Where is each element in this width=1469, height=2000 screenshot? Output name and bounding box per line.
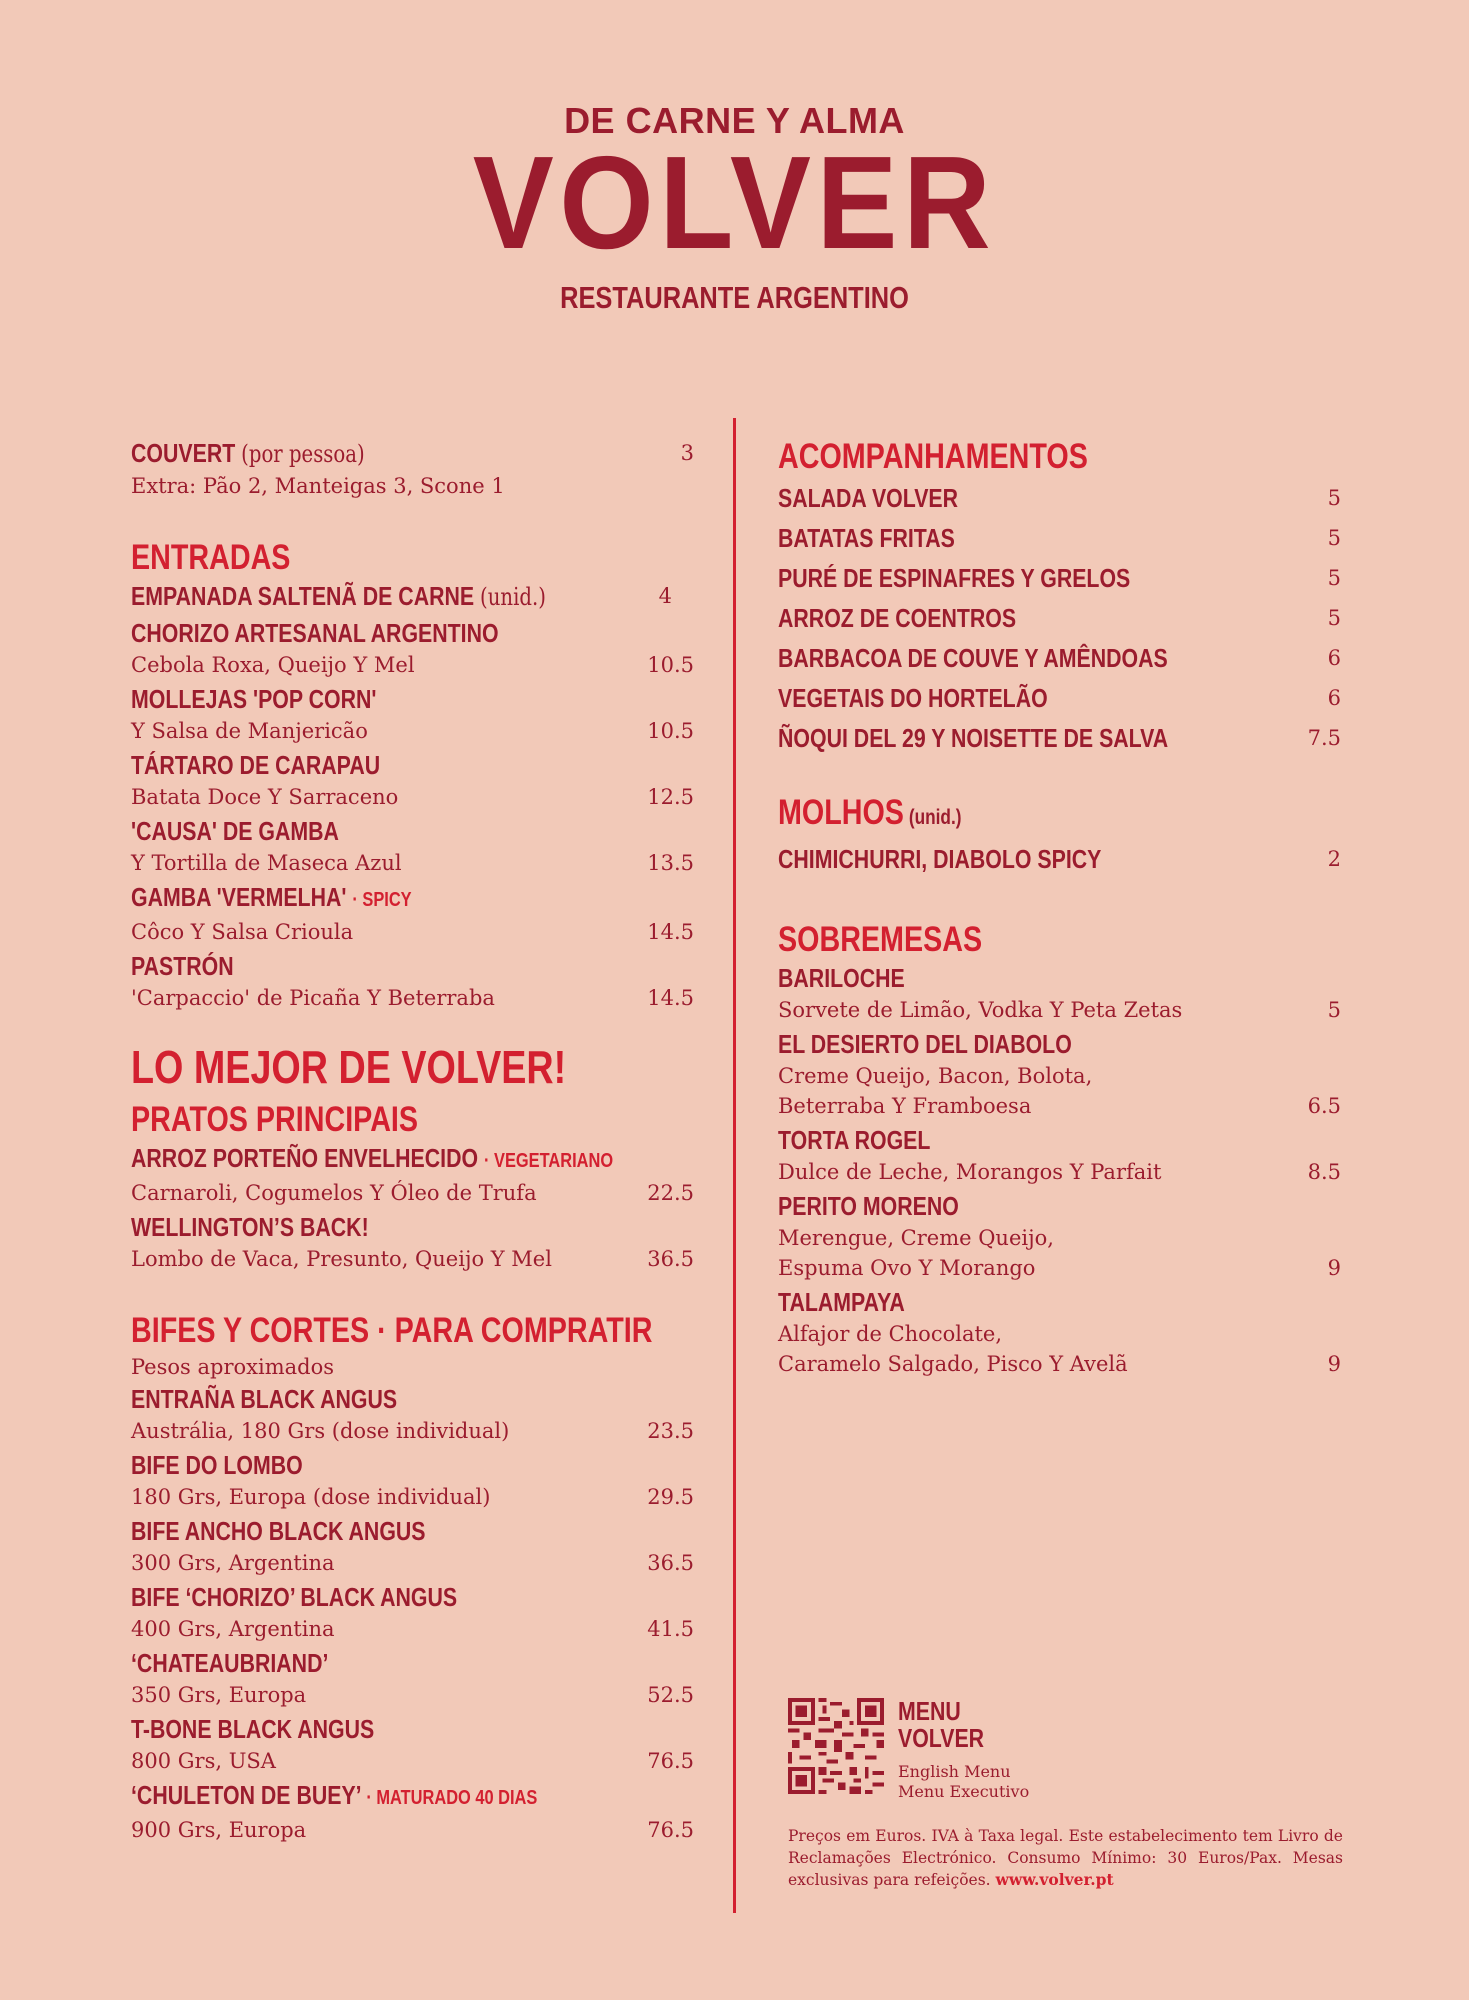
item-name: PASTRÓN: [131, 951, 234, 981]
item-name: ARROZ PORTEÑO ENVELHECIDO · VEGETARIANO: [131, 1143, 614, 1173]
right-column: [778, 436, 1341, 1379]
qr-text: [898, 1698, 1029, 1802]
item-price: 14.5: [647, 920, 694, 944]
menu-item: [131, 1646, 694, 1710]
molhos-note: (unid.): [908, 806, 962, 829]
legal-notice: [788, 1825, 1343, 1891]
item-price: 22.5: [647, 1181, 694, 1205]
item-price: 36.5: [647, 1247, 694, 1271]
item-name: VEGETAIS DO HORTELÃO: [778, 683, 1048, 713]
item-name: ‘CHATEAUBRIAND’: [131, 1648, 329, 1678]
menu-item: [131, 949, 694, 1013]
menu-item: [778, 1123, 1341, 1187]
menu-item: [778, 839, 1341, 879]
item-name: BIFE ANCHO BLACK ANGUS: [131, 1516, 426, 1546]
english-menu-link[interactable]: English Menu: [898, 1762, 1011, 1781]
item-description: 300 Grs, Argentina: [131, 1551, 335, 1575]
menu-item: [131, 1778, 694, 1845]
item-price: 29.5: [647, 1485, 694, 1509]
tagline: DE CARNE Y ALMA: [564, 100, 905, 141]
section-subtitle-pratos: PRATOS PRINCIPAIS: [131, 1100, 419, 1139]
menu-item: [778, 1027, 1341, 1121]
item-price: 5: [1327, 486, 1341, 510]
menu-item: [131, 748, 694, 812]
item-price: 14.5: [647, 986, 694, 1010]
item-price: 5: [1327, 606, 1341, 630]
item-name: T-BONE BLACK ANGUS: [131, 1714, 375, 1744]
column-divider: [733, 418, 736, 1913]
item-name: ENTRAÑA BLACK ANGUS: [131, 1384, 398, 1414]
left-column: [131, 436, 694, 1845]
item-price: 9: [1327, 1352, 1341, 1376]
item-description: Y Salsa de Manjericão: [131, 719, 368, 743]
couvert-item: [131, 436, 694, 501]
menu-executivo-link[interactable]: Menu Executivo: [898, 1782, 1030, 1801]
section-title-acompanhamentos: ACOMPANHAMENTOS: [778, 437, 1088, 476]
section-title-entradas: ENTRADAS: [131, 538, 291, 577]
item-description: 900 Grs, Europa: [131, 1818, 307, 1842]
item-description: Alfajor de Chocolate,: [778, 1322, 1003, 1346]
vegetarian-tag: · VEGETARIANO: [483, 1150, 614, 1172]
item-description: Espuma Ovo Y Morango: [778, 1256, 1036, 1280]
item-price: 3: [680, 441, 694, 465]
item-price: 5: [1327, 526, 1341, 550]
menu-item: [778, 518, 1341, 558]
item-description: Carnaroli, Cogumelos Y Óleo de Trufa: [131, 1181, 537, 1205]
qr-title-volver: VOLVER: [898, 1723, 985, 1753]
item-description: Batata Doce Y Sarraceno: [131, 785, 399, 809]
item-name: EL DESIERTO DEL DIABOLO: [778, 1029, 1072, 1059]
item-price: 6.5: [1307, 1094, 1341, 1118]
item-name: TALAMPAYA: [778, 1287, 905, 1317]
menu-item: [131, 1141, 694, 1208]
item-description: Cebola Roxa, Queijo Y Mel: [131, 653, 415, 677]
menu-item: [131, 579, 694, 614]
item-price: 2: [1327, 847, 1341, 871]
menu-item: [131, 1514, 694, 1578]
item-price: 9: [1327, 1256, 1341, 1280]
item-description: Côco Y Salsa Crioula: [131, 920, 354, 944]
volver-logo: VOLVER: [472, 129, 997, 276]
menu-item: [778, 678, 1341, 718]
item-name: COUVERT (por pessoa): [131, 438, 365, 468]
menu-item: [778, 638, 1341, 678]
item-price: 7.5: [1307, 726, 1341, 750]
item-description: Lombo de Vaca, Presunto, Queijo Y Mel: [131, 1247, 552, 1271]
item-description: 800 Grs, USA: [131, 1749, 276, 1773]
website-link[interactable]: www.volver.pt: [995, 1870, 1114, 1889]
item-description: Y Tortilla de Maseca Azul: [131, 851, 402, 875]
item-price: 23.5: [647, 1419, 694, 1443]
item-price: 5: [1327, 566, 1341, 590]
menu-item: [778, 1285, 1341, 1379]
menu-item: [131, 814, 694, 878]
item-name: CHIMICHURRI, DIABOLO SPICY: [778, 844, 1102, 874]
menu-item: [778, 478, 1341, 518]
item-price: 8.5: [1307, 1160, 1341, 1184]
item-name: WELLINGTON’S BACK!: [131, 1212, 369, 1242]
menu-item: [778, 558, 1341, 598]
section-title-sobremesas: SOBREMESAS: [778, 920, 983, 959]
item-description: 400 Grs, Argentina: [131, 1617, 335, 1641]
item-name: EMPANADA SALTENÃ DE CARNE (unid.): [131, 581, 546, 611]
menu-item: [778, 961, 1341, 1025]
menu-item: [131, 880, 694, 947]
aged-tag: · MATURADO 40 DIAS: [366, 1787, 538, 1809]
item-name: BARBACOA DE COUVE Y AMÊNDOAS: [778, 643, 1168, 673]
item-description: Merengue, Creme Queijo,: [778, 1226, 1054, 1250]
menu-item: [131, 1448, 694, 1512]
item-name: PERITO MORENO: [778, 1191, 959, 1221]
section-title-molhos: MOLHOS (unid.): [778, 793, 962, 832]
qr-title-menu: MENU: [898, 1696, 961, 1726]
item-name: CHORIZO ARTESANAL ARGENTINO: [131, 618, 499, 648]
section-title-mejor: LO MEJOR DE VOLVER!: [131, 1041, 567, 1093]
menu-item: [131, 616, 694, 680]
menu-item: [131, 1712, 694, 1776]
item-name: BARILOCHE: [778, 963, 905, 993]
legal-text: Preços em Euros. IVA à Taxa legal. Este estabelecimento tem Livro de Reclamações Electrónico. Consumo Mínimo: 30 Euros/Pax. Mesas exclusivas para refeições.: [788, 1827, 1343, 1889]
couvert-extra: Extra: Pão 2, Manteigas 3, Scone 1: [131, 474, 505, 498]
item-price: 4: [658, 584, 672, 608]
item-name: SALADA VOLVER: [778, 483, 959, 513]
menu-item: [131, 1210, 694, 1274]
item-name: BATATAS FRITAS: [778, 523, 955, 553]
item-description: Sorvete de Limão, Vodka Y Peta Zetas: [778, 998, 1183, 1022]
item-price: 52.5: [647, 1683, 694, 1707]
item-description: Dulce de Leche, Morangos Y Parfait: [778, 1160, 1162, 1184]
menu-item: [131, 1382, 694, 1446]
item-description: 180 Grs, Europa (dose individual): [131, 1485, 491, 1509]
item-name: TORTA ROGEL: [778, 1125, 931, 1155]
item-description: Caramelo Salgado, Pisco Y Avelã: [778, 1352, 1128, 1376]
menu-item: [131, 1580, 694, 1644]
item-price: 36.5: [647, 1551, 694, 1575]
item-description: 350 Grs, Europa: [131, 1683, 307, 1707]
item-price: 6: [1327, 646, 1341, 670]
item-name: ‘CHULETON DE BUEY’ · MATURADO 40 DIAS: [131, 1780, 538, 1810]
menu-header: [0, 100, 1469, 316]
item-price: 13.5: [647, 851, 694, 875]
menu-item: [778, 1189, 1341, 1283]
item-description: Creme Queijo, Bacon, Bolota,: [778, 1064, 1093, 1088]
qr-code-icon[interactable]: [788, 1698, 884, 1794]
item-price: 10.5: [647, 653, 694, 677]
item-name: TÁRTARO DE CARAPAU: [131, 750, 381, 780]
item-price: 76.5: [647, 1818, 694, 1842]
restaurant-subtitle: RESTAURANTE ARGENTINO: [560, 280, 909, 315]
menu-item: [778, 718, 1341, 758]
item-price: 10.5: [647, 719, 694, 743]
item-price: 41.5: [647, 1617, 694, 1641]
item-description: 'Carpaccio' de Picaña Y Beterraba: [131, 986, 495, 1010]
item-price: 12.5: [647, 785, 694, 809]
item-description: Beterraba Y Framboesa: [778, 1094, 1032, 1118]
item-name: ARROZ DE COENTROS: [778, 603, 1017, 633]
item-name: PURÉ DE ESPINAFRES Y GRELOS: [778, 563, 1131, 593]
item-description: Austrália, 180 Grs (dose individual): [131, 1419, 510, 1443]
menu-item: [131, 682, 694, 746]
item-name: ÑOQUI DEL 29 Y NOISETTE DE SALVA: [778, 723, 1169, 753]
menu-item: [778, 598, 1341, 638]
section-title-bifes: BIFES Y CORTES · PARA COMPRATIR: [131, 1311, 653, 1350]
item-name: GAMBA 'VERMELHA' · SPICY: [131, 882, 412, 912]
spicy-tag: · SPICY: [352, 889, 412, 911]
item-name: BIFE DO LOMBO: [131, 1450, 303, 1480]
item-price: 6: [1327, 686, 1341, 710]
item-name: MOLLEJAS 'POP CORN': [131, 684, 377, 714]
item-name: BIFE ‘CHORIZO’ BLACK ANGUS: [131, 1582, 458, 1612]
section-subtitle-bifes: Pesos aproximados: [131, 1355, 334, 1379]
item-price: 5: [1327, 998, 1341, 1022]
item-name: 'CAUSA' DE GAMBA: [131, 816, 339, 846]
item-price: 76.5: [647, 1749, 694, 1773]
